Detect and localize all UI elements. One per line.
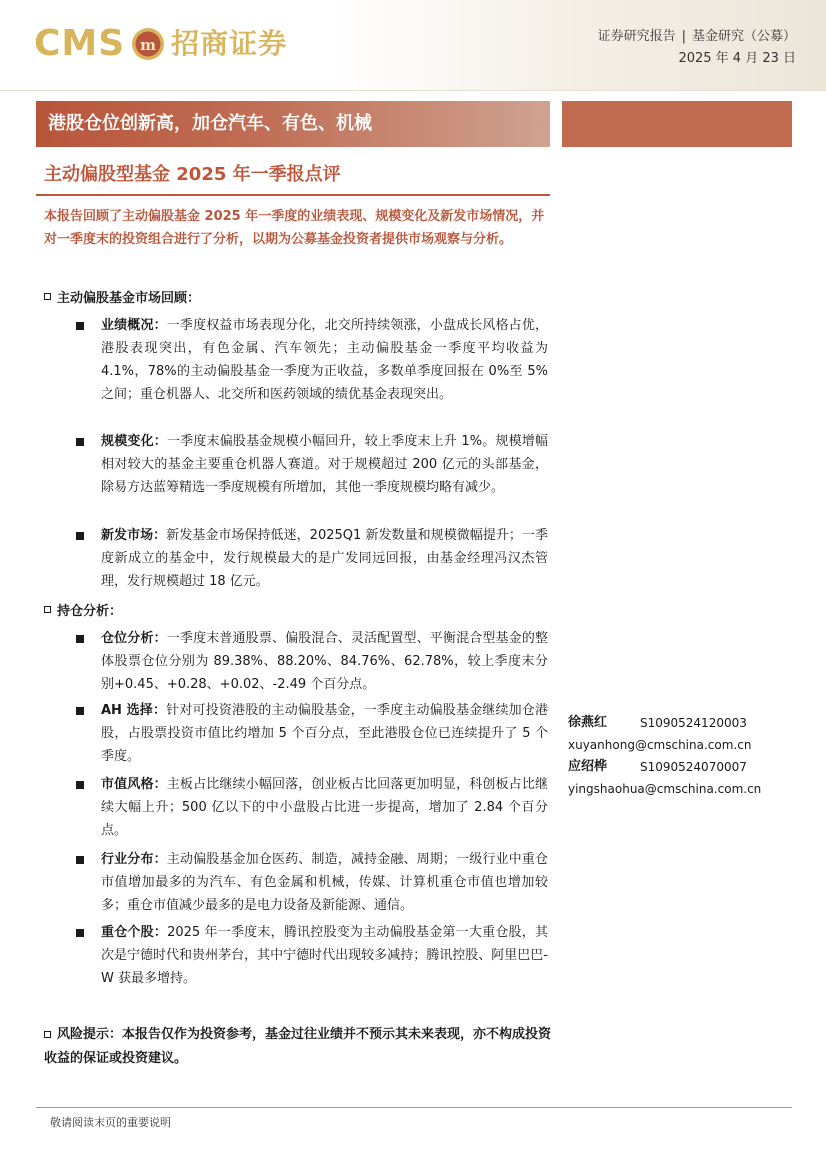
bullet-text: 新发基金市场保持低迷，2025Q1 新发数量和规模微幅提升；一季度新成立的基金中，发行规模最大的是广发同远回报，由基金经理冯汉杰管理，发行规模超过 18 亿元。 — [101, 528, 548, 589]
square-bullet-icon — [76, 532, 84, 540]
risk-text: 风险提示：本报告仅作为投资参考，基金过往业绩并不预示其未来表现，亦不构成投资收益的保证或投资建议。 — [44, 1027, 552, 1066]
bullet-label: 规模变化： — [101, 434, 167, 449]
analyst-panel — [568, 712, 798, 800]
report-subtitle: 主动偏股型基金 2025 年一季报点评 — [44, 164, 341, 185]
analyst-name: 徐燕红 — [568, 715, 608, 730]
bullet-industry-distribution — [76, 848, 548, 917]
report-type: 证券研究报告 — [597, 29, 676, 44]
bullet-label: 市值风格： — [101, 777, 167, 792]
section-heading-text: 主动偏股基金市场回顾： — [57, 291, 201, 306]
report-meta-line — [598, 26, 796, 48]
bullet-label: 重仓个股： — [101, 925, 168, 940]
report-date: 2025 年 4 月 23 日 — [678, 51, 796, 66]
analyst-row — [568, 756, 798, 778]
bullet-position — [76, 627, 548, 696]
bullet-label: AH 选择： — [101, 703, 167, 718]
square-bullet-icon — [76, 438, 84, 446]
risk-warning — [44, 1023, 552, 1071]
svg-text:m: m — [140, 36, 157, 54]
sidebar-banner — [562, 101, 792, 147]
meta-separator: | — [681, 29, 686, 44]
report-abstract: 本报告回顾了主动偏股基金 2025 年一季度的业绩表现、规模变化及新发市场情况，并对一季度末的投资组合进行了分析，以期为公募基金投资者提供市场观察与分析。 — [44, 209, 545, 247]
bullet-ah-selection — [76, 699, 548, 768]
footer-divider — [36, 1107, 792, 1108]
bullet-text: 主动偏股基金加仓医药、制造，减持金融、周期；一级行业中重仓市值增加最多的为汽车、有色金属和机械，传媒、计算机重仓市值也增加较多；重仓市值减少最多的是电力设备及新能源、通信。 — [101, 852, 548, 913]
analyst-email[interactable]: yingshaohua@cmschina.com.cn — [568, 782, 762, 796]
bullet-text: 针对可投资港股的主动偏股基金，一季度主动偏股基金继续加仓港股，占股票投资市值比约增加 5 个百分点，至此港股仓位已连续提升了 5 个季度。 — [101, 703, 548, 764]
bullet-text: 一季度末偏股基金规模小幅回升，较上季度末上升 1%。规模增幅相对较大的基金主要重仓机器人赛道。对于规模超过 200 亿元的头部基金，除易方达蓝筹精选一季度规模有所增加，其他一季度规模均略有减少。 — [101, 434, 548, 495]
analyst-email[interactable]: xuyanhong@cmschina.com.cn — [568, 738, 752, 752]
report-category: 基金研究（公募） — [691, 29, 796, 44]
bullet-text: 一季度权益市场表现分化，北交所持续领涨，小盘成长风格占优，港股表现突出，有色金属、汽车领先；主动偏股基金一季度平均收益为 4.1%，78%的主动偏股基金一季度为正收益，多数单季度回报在 0%至 5%之间；重仓机器人、北交所和医药领域的绩优基金表现突出。 — [101, 318, 548, 402]
analyst-name: 应绍桦 — [568, 759, 608, 774]
logo-emblem-icon — [131, 27, 165, 61]
section-heading-holdings — [44, 600, 122, 619]
square-bullet-icon — [76, 322, 84, 330]
section-heading-market-review — [44, 287, 200, 306]
square-bullet-icon — [76, 635, 84, 643]
bullet-performance — [76, 314, 548, 406]
analyst-row — [568, 712, 798, 734]
checkbox-icon — [44, 606, 51, 613]
bullet-label: 行业分布： — [101, 852, 167, 867]
analyst-cert-id: S1090524120003 — [640, 716, 747, 730]
square-bullet-icon — [76, 856, 84, 864]
bullet-label: 业绩概况： — [101, 318, 167, 333]
bullet-text: 2025 年一季度末，腾讯控股变为主动偏股基金第一大重仓股，其次是宁德时代和贵州茅台，其中宁德时代出现较多减持；腾讯控股、阿里巴巴-W 获最多增持。 — [101, 925, 548, 986]
analyst-cert-id: S1090524070007 — [640, 760, 747, 774]
bullet-scale-change — [76, 430, 548, 499]
square-bullet-icon — [76, 929, 84, 937]
square-bullet-icon — [76, 781, 84, 789]
header-meta — [598, 26, 796, 70]
company-logo — [34, 22, 287, 66]
bullet-new-issuance — [76, 524, 548, 593]
report-title: 港股仓位创新高，加仓汽车、有色、机械 — [36, 101, 550, 147]
square-bullet-icon — [76, 707, 84, 715]
bullet-label: 新发市场： — [101, 528, 167, 543]
footer-notice: 敬请阅读末页的重要说明 — [50, 1116, 171, 1129]
bullet-text: 一季度末普通股票、偏股混合、灵活配置型、平衡混合型基金的整体股票仓位分别为 89.38%、88.20%、84.76%、62.78%，较上季度末分别+0.45、+0.28、+0.02、-2.49 个百分点。 — [101, 631, 548, 692]
subtitle-divider — [36, 194, 550, 196]
bullet-market-cap-style — [76, 773, 548, 842]
checkbox-icon — [44, 1031, 51, 1038]
bullet-top-holdings — [76, 921, 548, 990]
bullet-label: 仓位分析： — [101, 631, 167, 646]
logo-cms-text: CMS — [34, 23, 126, 64]
section-heading-text: 持仓分析： — [57, 604, 123, 619]
bullet-text: 主板占比继续小幅回落，创业板占比回落更加明显，科创板占比继续大幅上升；500 亿以下的中小盘股占比进一步提高，增加了 2.84 个百分点。 — [101, 777, 548, 838]
checkbox-icon — [44, 293, 51, 300]
logo-cn-text: 招商证券 — [171, 27, 288, 60]
